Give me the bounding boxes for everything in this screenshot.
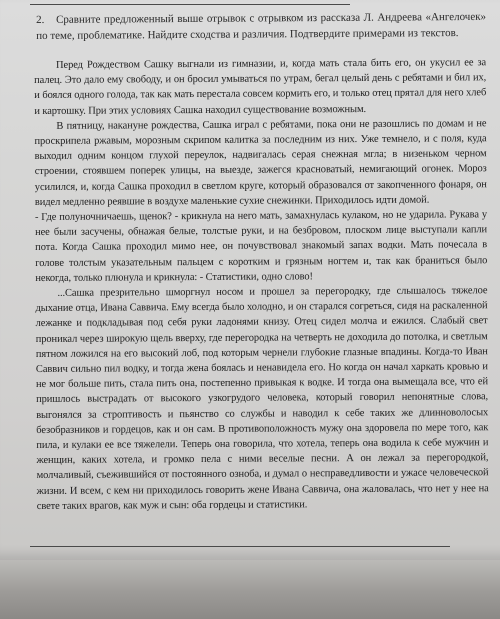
story-paragraph-4: ...Сашка презрительно шморгнул носом и прошел за перегородку, где слышалось тяжелое дыхание отца, Ивана Саввича. Ему всегда было холодно, и он старался согреться, сидя на раскаленной лежанке и подкладывая под себя руки ладонями книзу. Отец сидел молча и ежился. Слабый свет проникал через широкую щель вверху, где перегородка на четверть не доходила до потолка, и светлым пятном ложился на его высокий лоб, под которым чернели глубокие глазные впадины. Когда-то Иван Саввич сильно пил водку, и тогда жена боялась и ненавидела его. Но когда он начал харкать кровью и не мог больше пить, стала пить она, постепенно привыкая к водке. И тогда она вымещала все, что ей пришлось выстрадать от высокого узкогрудого человека, который говорил непонятные слова, выгонялся за строптивость и пьянство со службы и наводил к себе таких же длинноволосых безобразников и гордецов, как и он сам. В противоположность мужу она здоровела по мере того, как пила, и кулаки ее все тяжелели. Теперь она говорила, что хотела, теперь она водила к себе мужчин и женщин, каких хотела, и громко пела с ними веселые песни. А он лежал за перегородкой, молчаливый, съежившийся от постоянного озноба, и думал о несправедливости и ужасе человеческой жизни. И всем, с кем ни приходилось говорить жене Ивана Саввича, она жаловалась, что нет у нее на свете таких врагов, как муж и сын: оба гордецы и статистики. <box>35 285 489 512</box>
story-paragraph-2: В пятницу, накануне рождества, Сашка играл с ребятами, пока они не разошлись по домам и не проскрипела ржавым, морозным скрипом калитка за последним из них. Уже темнело, и с поля, куда выходил одним концом глухой переулок, надвигалась серая снежная мгла; в низеньком черном строении, стоявшем поперек улицы, на выезде, зажегся красноватый, немигающий огонек. Мороз усилился, и, когда Сашка проходил в светлом круге, который образовался от закопченного фонаря, он видел медленно реявшие в воздухе маленькие сухие снежинки. Приходилось идти домой. <box>34 118 487 208</box>
task-text: Сравните предложенный выше отрывок с отрывком из рассказа Л. Андреева «Ангелочек» по теме, проблематике. Найдите сходства и различия. Подтвердите примерами из текстов. <box>36 10 487 42</box>
story-excerpt <box>34 55 489 514</box>
story-paragraph-1: Перед Рождеством Сашку выгнали из гимназии, и, когда мать стала бить его, он укусил ее за палец. Это дало ему свободу, и он бросил умываться по утрам, бегал целый день с ребятами и бил их, и боялся одного голода, так как мать перестала совсем кормить его, и только отец прятал для него хлеб и картошку. При этих условиях Сашка находил существование возможным. <box>34 57 487 117</box>
bottom-rule-line <box>30 546 450 547</box>
top-rule-line <box>30 4 350 5</box>
story-paragraph-3: - Где полуночничаешь, щенок? - крикнула на него мать, замахнулась кулаком, но не ударила. Рукава у нее были засучены, обнажая белые, толстые руки, и на безбровом, плоском лице выступали капли пота. Когда Сашка проходил мимо нее, он почувствовал знакомый запах водки. Мать почесала в голове толстым указательным пальцем с коротким и грязным ногтем и, так как браниться было некогда, только плюнула и крикнула: - Статистики, одно слово! <box>34 209 488 284</box>
task-text-line <box>36 9 486 44</box>
task-block <box>36 9 486 44</box>
task-number: 2. <box>36 13 45 26</box>
